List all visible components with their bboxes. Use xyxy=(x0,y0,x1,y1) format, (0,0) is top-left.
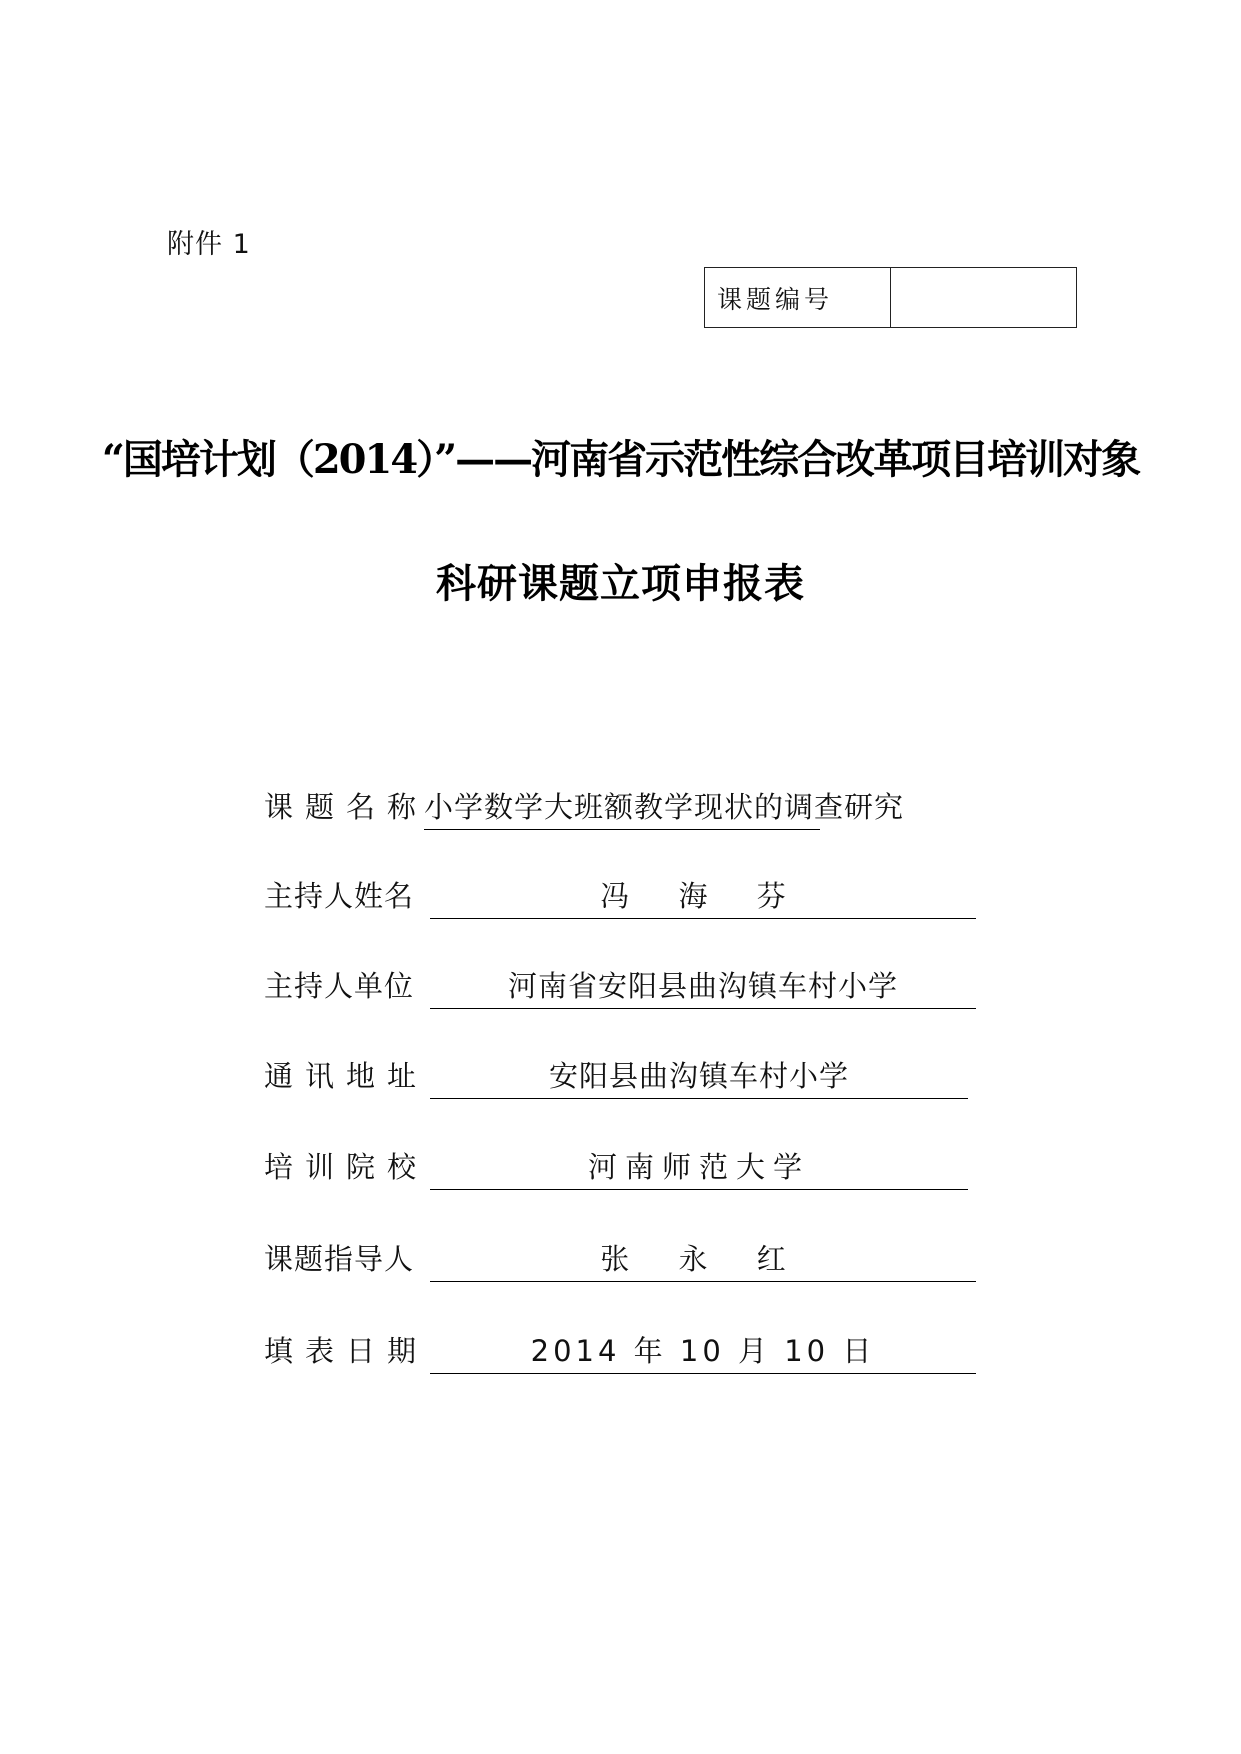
training-school-field[interactable]: 河南师范大学 xyxy=(430,1143,968,1190)
address-label: 通讯地址 xyxy=(264,1059,429,1093)
project-number-label: 课题编号 xyxy=(705,268,891,327)
host-name-row xyxy=(264,872,984,920)
address-row xyxy=(264,1052,984,1100)
form-title-line-1: “国培计划（2014）”——河南省示范性综合改革项目培训对象 xyxy=(101,436,1140,483)
address-field[interactable]: 安阳县曲沟镇车村小学 xyxy=(430,1052,968,1099)
topic-name-label: 课题名称 xyxy=(264,790,429,824)
topic-name-field[interactable]: 小学数学大班额教学现状的调查研究 xyxy=(424,783,820,830)
training-school-row xyxy=(264,1143,984,1191)
host-unit-label: 主持人单位 xyxy=(264,969,415,1003)
advisor-field[interactable]: 张 永 红 xyxy=(430,1235,976,1282)
training-school-label: 培训院校 xyxy=(264,1150,429,1184)
topic-name-row xyxy=(264,783,984,831)
fill-date-label: 填表日期 xyxy=(264,1334,429,1368)
fill-date-field[interactable]: 2014 年 10 月 10 日 xyxy=(430,1327,976,1374)
host-unit-row xyxy=(264,962,984,1010)
host-unit-field[interactable]: 河南省安阳县曲沟镇车村小学 xyxy=(430,962,976,1009)
advisor-label: 课题指导人 xyxy=(264,1242,415,1276)
attachment-label: 附件 1 xyxy=(167,229,251,260)
fill-date-row xyxy=(264,1327,984,1375)
form-title-line-2: 科研课题立项申报表 xyxy=(436,560,805,607)
advisor-row xyxy=(264,1235,984,1283)
project-number-table xyxy=(704,267,1077,328)
host-name-field[interactable]: 冯 海 芬 xyxy=(430,872,976,919)
host-name-label: 主持人姓名 xyxy=(264,879,415,913)
project-number-field[interactable] xyxy=(891,268,1076,327)
